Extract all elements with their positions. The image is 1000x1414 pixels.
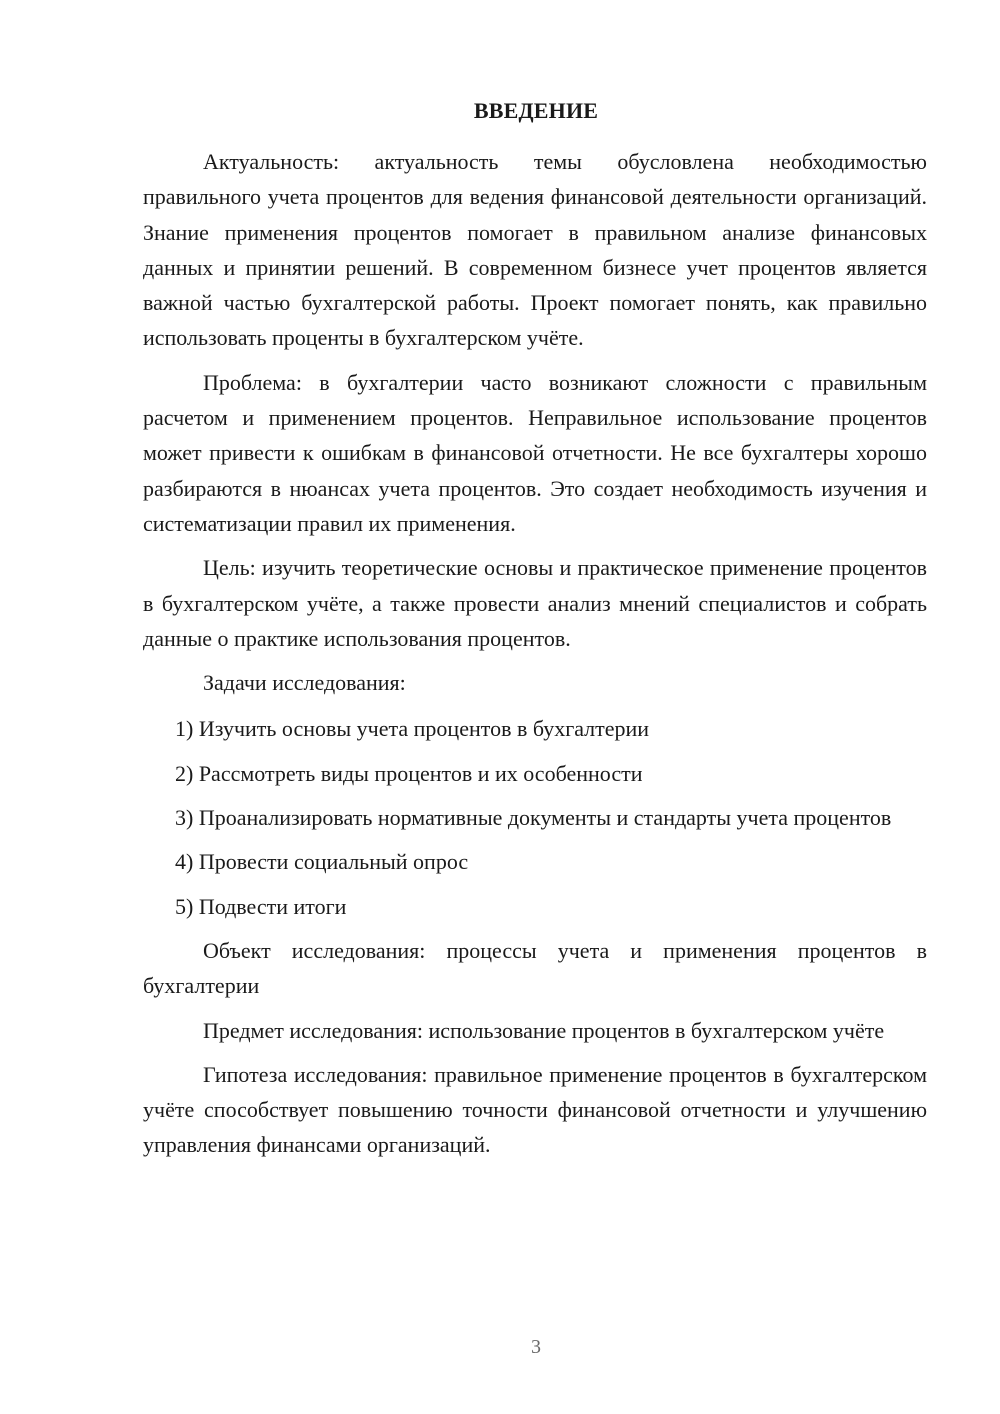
page-title: ВВЕДЕНИЕ <box>473 98 599 123</box>
relevance-paragraph: Актуальность: актуальность темы обусловлена необходимостью правильного учета процентов для ведения финансовой деятельности организаций. Знание применения процентов помогает в правильном анализе финансовых данных и принятии решений. В современном бизнесе учет процентов является важной частью бухгалтерской работы. Проект помогает понять, как правильно использовать проценты в бухгалтерском учёте. <box>143 149 927 351</box>
problem-paragraph: Проблема: в бухгалтерии часто возникают сложности с правильным расчетом и применением процентов. Неправильное использование процентов может привести к ошибкам в финансовой отчетности. Не все бухгалтеры хорошо разбираются в нюансах учета процентов. Это создает необходимость изучения и систематизации правил их применения. <box>143 369 927 536</box>
task-item-4: 4) Провести социальный опрос <box>175 849 469 875</box>
task-item-5: 5) Подвести итоги <box>175 893 347 919</box>
subject-paragraph: Предмет исследования: использование процентов в бухгалтерском учёте <box>203 1017 885 1043</box>
goal-paragraph: Цель: изучить теоретические основы и практическое применение процентов в бухгалтерском учёте, а также провести анализ мнений специалистов и собрать данные о практике использования процентов. <box>143 555 927 651</box>
tasks-heading: Задачи исследования: <box>203 670 406 696</box>
document-body <box>143 144 927 1163</box>
object-paragraph: Объект исследования: процессы учета и применения процентов в бухгалтерии <box>143 937 927 999</box>
task-item-3: 3) Проанализировать нормативные документы и стандарты учета процентов <box>175 805 892 831</box>
task-item-1: 1) Изучить основы учета процентов в бухгалтерии <box>175 716 650 742</box>
task-item-2: 2) Рассмотреть виды процентов и их особенности <box>175 760 643 786</box>
hypothesis-paragraph: Гипотеза исследования: правильное применение процентов в бухгалтерском учёте способствует повышению точности финансовой отчетности и улучшению управления финансами организаций. <box>143 1061 927 1158</box>
page-number: 3 <box>531 1336 541 1358</box>
